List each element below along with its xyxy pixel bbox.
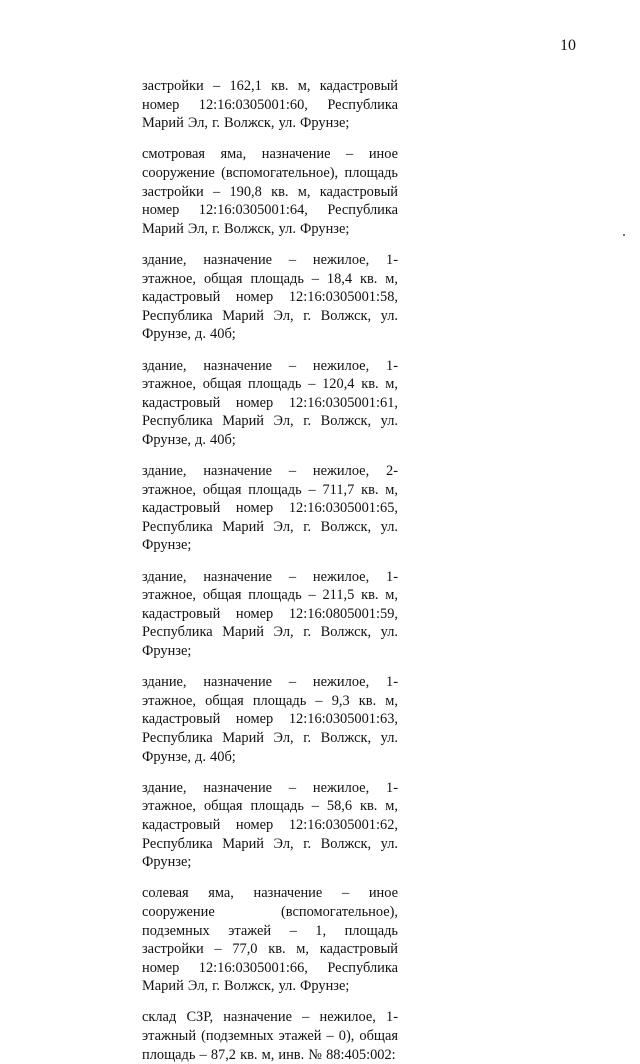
property-entry-6: здание, назначение – нежилое, 1-этажное, общая площадь – 211,5 кв. м, кадастровый номер 12:16:0805001:59, Республика Марий Эл, г. Волжск, ул. Фрунзе;: [142, 568, 398, 659]
property-entry-2: смотровая яма, назначение – иное сооружение (вспомогательное), площадь застройки – 190,8 кв. м, кадастровый номер 12:16:0305001:64, Республика Марий Эл, г. Волжск, ул. Фрунзе;: [142, 146, 398, 237]
property-entry-5: здание, назначение – нежилое, 2-этажное, общая площадь – 711,7 кв. м, кадастровый номер 12:16:0305001:65, Республика Марий Эл, г. Волжск, ул. Фрунзе;: [142, 463, 398, 554]
property-entry-4: здание, назначение – нежилое, 1-этажное, общая площадь – 120,4 кв. м, кадастровый номер 12:16:0305001:61, Республика Марий Эл, г. Волжск, ул. Фрунзе, д. 40б;: [142, 357, 398, 448]
property-entry-9: солевая яма, назначение – иное сооружение (вспомогательное), подземных этажей – 1, площадь застройки – 77,0 кв. м, кадастровый номер 12:16:0305001:66, Республика Марий Эл, г. Волжск, ул. Фрунзе;: [142, 885, 398, 995]
scan-speck: [623, 234, 625, 236]
property-entry-8: здание, назначение – нежилое, 1-этажное, общая площадь – 58,6 кв. м, кадастровый номер 12:16:0305001:62, Республика Марий Эл, г. Волжск, ул. Фрунзе;: [142, 779, 398, 871]
property-entry-3: здание, назначение – нежилое, 1-этажное, общая площадь – 18,4 кв. м, кадастровый номер 12:16:0305001:58, Республика Марий Эл, г. Волжск, ул. Фрунзе, д. 40б;: [142, 251, 398, 343]
property-entry-1: застройки – 162,1 кв. м, кадастровый номер 12:16:0305001:60, Республика Марий Эл, г. Волжск, ул. Фрунзе;: [142, 78, 398, 132]
property-list: [142, 77, 398, 1064]
property-entry-7: здание, назначение – нежилое, 1-этажное, общая площадь – 9,3 кв. м, кадастровый номер 12:16:0305001:63, Республика Марий Эл, г. Волжск, ул. Фрунзе, д. 40б;: [142, 674, 398, 765]
property-entry-10: склад СЗР, назначение – нежилое, 1-этажный (подземных этажей – 0), общая площадь – 87,2 кв. м, инв. № 88:405:002:: [142, 1009, 398, 1063]
page-number: 10: [560, 37, 576, 54]
